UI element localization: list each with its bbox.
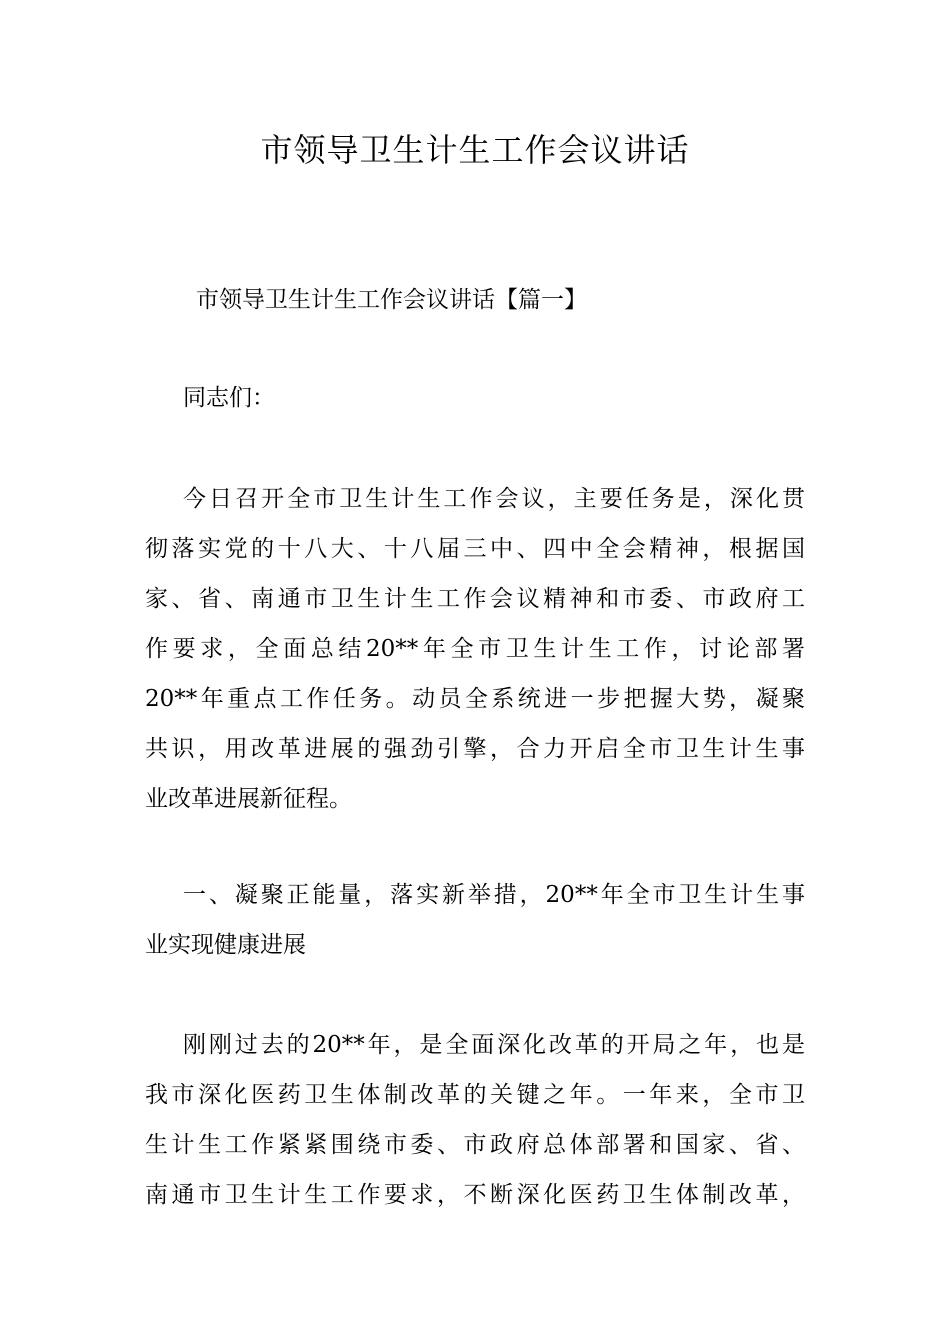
- paragraph-line: 刚刚过去的20**年，是全面深化改革的开局之年，也是: [183, 1032, 805, 1058]
- salutation: 同志们：: [183, 385, 275, 411]
- paragraph-line: 彻落实党的十八大、十八届三中、四中全会精神，根据国: [145, 536, 805, 562]
- paragraph-line: 业改革进展新征程。: [145, 786, 352, 812]
- paragraph-line: 今日召开全市卫生计生工作会议，主要任务是，深化贯: [183, 486, 805, 512]
- paragraph-line: 20**年重点工作任务。动员全系统进一步把握大势，凝聚: [145, 686, 805, 712]
- heading-line: 业实现健康进展: [145, 932, 306, 958]
- paragraph-review: [145, 1020, 805, 1220]
- paragraph-line: 家、省、南通市卫生计生工作会议精神和市委、市政府工: [145, 586, 805, 612]
- paragraph-opening: [145, 474, 805, 824]
- paragraph-line: 作要求，全面总结20**年全市卫生计生工作，讨论部署: [145, 636, 805, 662]
- section-subtitle: 市领导卫生计生工作会议讲话【篇一】: [196, 287, 587, 313]
- document-title: 市领导卫生计生工作会议讲话: [260, 131, 690, 169]
- paragraph-line: 生计生工作紧紧围绕市委、市政府总体部署和国家、省、: [145, 1132, 805, 1158]
- paragraph-line: 我市深化医药卫生体制改革的关键之年。一年来，全市卫: [145, 1082, 805, 1108]
- heading-line: 一、凝聚正能量，落实新举措，20**年全市卫生计生事: [183, 882, 805, 908]
- section-heading-1: [145, 870, 805, 970]
- paragraph-line: 南通市卫生计生工作要求，不断深化医药卫生体制改革，: [145, 1182, 805, 1208]
- paragraph-line: 共识，用改革进展的强劲引擎，合力开启全市卫生计生事: [145, 736, 805, 762]
